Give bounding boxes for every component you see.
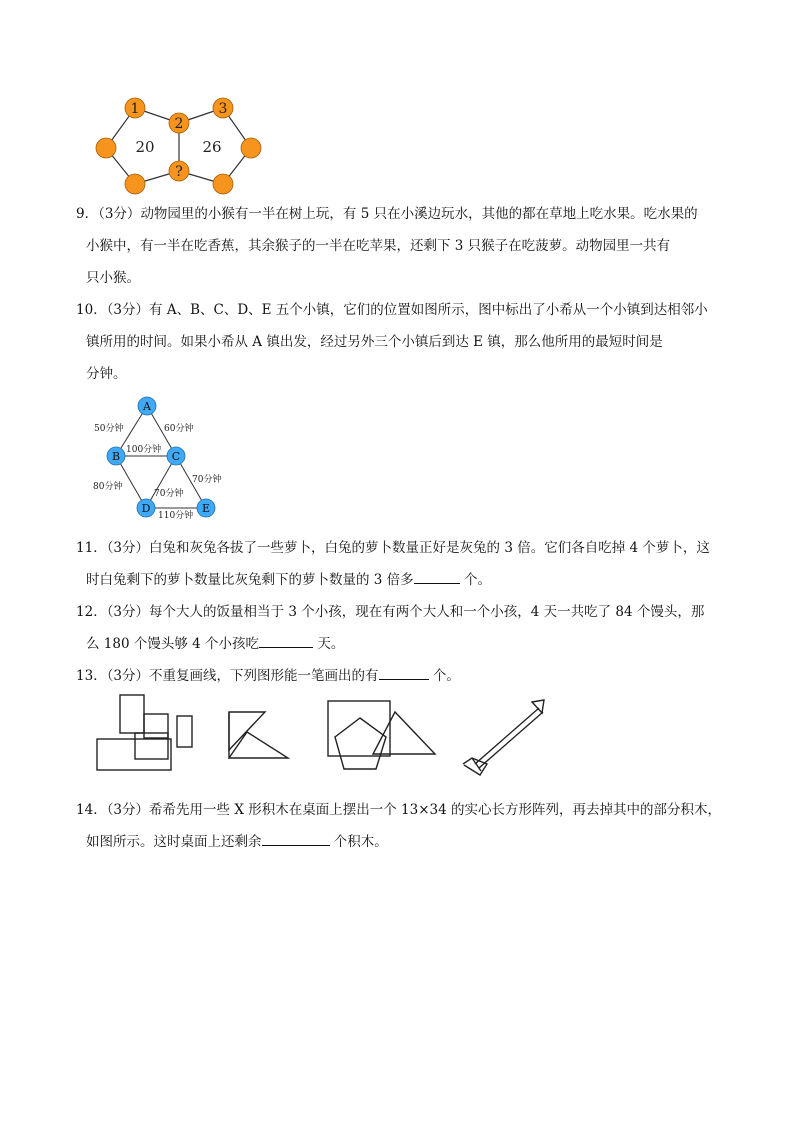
question-text: 希希先用一些 X 形积木在桌面上摆出一个 13×34 的实心长方形阵列，再去掉其中的部分积木， bbox=[149, 802, 721, 818]
question-line: 12．（3分）每个大人的饭量相当于 3 个小孩，现在有两个大人和一个小孩，4 天一共吃了 84 个馒头，那 bbox=[76, 604, 705, 620]
answer-blank[interactable] bbox=[259, 635, 313, 648]
question-line: 9．（3分）动物园里的小猴有一半在树上玩，有 5 只在小溪边玩水，其他的都在草地上吃水果。吃水果的 bbox=[76, 206, 698, 222]
question-points: （3分） bbox=[106, 540, 150, 556]
question-number: 10 bbox=[76, 302, 94, 318]
question-text: 只小猴。 bbox=[86, 270, 140, 286]
edge-time-label: 70分钟 bbox=[192, 475, 222, 485]
question-line bbox=[76, 628, 726, 660]
edge-time-label: 80分钟 bbox=[93, 482, 123, 492]
node-bottom-left bbox=[125, 174, 145, 194]
edge-time-label: 50分钟 bbox=[94, 424, 124, 434]
question-points: （3分） bbox=[106, 802, 150, 818]
question-text: 么 180 个馒头够 4 个小孩吃 bbox=[86, 636, 260, 652]
town-label: E bbox=[201, 502, 211, 515]
one-stroke-figures bbox=[92, 692, 552, 784]
question-11 bbox=[76, 532, 726, 596]
question-number: 12 bbox=[76, 604, 94, 620]
answer-blank[interactable] bbox=[414, 571, 460, 584]
question-line: 14．（3分）希希先用一些 X 形积木在桌面上摆出一个 13×34 的实心长方形阵列，再去掉其中的部分积木， bbox=[76, 802, 721, 818]
question-13 bbox=[76, 660, 726, 692]
edge-time-label: 100分钟 bbox=[126, 445, 162, 455]
town-label: D bbox=[141, 502, 151, 515]
question-line bbox=[76, 262, 726, 294]
town-label: A bbox=[143, 400, 151, 413]
town-label: C bbox=[171, 450, 181, 463]
question-points: （3分） bbox=[98, 206, 141, 222]
question-text: 不重复画线，下列图形能一笔画出的有 bbox=[149, 668, 379, 684]
question-text: 镇所用的时间。如果小希从 A 镇出发，经过另外三个小镇后到达 E 镇，那么他所用的最短时间是 bbox=[86, 334, 663, 350]
figure-arrow bbox=[463, 700, 544, 775]
question-text: 白兔和灰兔各拔了一些萝卜，白兔的萝卜数量正好是灰兔的 3 倍。它们各自吃掉 4 个萝卜，这 bbox=[149, 540, 710, 556]
question-text: 个。 bbox=[463, 572, 491, 588]
question-line bbox=[76, 326, 726, 358]
edge-time-label: 70分钟 bbox=[154, 489, 184, 499]
question-number: 13 bbox=[76, 668, 94, 684]
number-pentagon-svg bbox=[92, 94, 264, 198]
figure-bowtie bbox=[229, 712, 288, 758]
question-text: 如图所示。这时桌面上还剩余 bbox=[86, 834, 262, 850]
edge-time-label: 60分钟 bbox=[164, 424, 194, 434]
figure-rectangles bbox=[97, 695, 192, 770]
town-graph-figure bbox=[90, 394, 230, 524]
question-text: 每个大人的饭量相当于 3 个小孩，现在有两个大人和一个小孩，4 天一共吃了 84 个馒头，那 bbox=[149, 604, 705, 620]
question-text: 天。 bbox=[317, 636, 345, 652]
edge-time-label: 110分钟 bbox=[158, 511, 194, 521]
question-text: 小猴中，有一半在吃香蕉，其余猴子的一半在吃苹果，还剩下 3 只猴子在吃菠萝。动物园里一共有 bbox=[86, 238, 671, 254]
question-text: 个。 bbox=[432, 668, 460, 684]
question-number: 14 bbox=[76, 802, 94, 818]
one-stroke-figures-svg bbox=[92, 692, 552, 784]
question-9 bbox=[76, 198, 726, 294]
node-label: 3 bbox=[218, 101, 228, 117]
question-number: 11 bbox=[76, 540, 94, 556]
question-line: 13．（3分）不重复画线，下列图形能一笔画出的有 个。 bbox=[76, 668, 460, 684]
question-number: 9 bbox=[76, 206, 85, 222]
node-label: ? bbox=[175, 164, 183, 180]
question-10 bbox=[76, 294, 726, 390]
town-label: B bbox=[111, 450, 121, 463]
figure-rect-pentagon-triangle bbox=[328, 701, 435, 769]
node-label: 2 bbox=[174, 116, 184, 132]
node-label: 1 bbox=[130, 101, 140, 117]
question-14 bbox=[76, 794, 726, 858]
question-line: 11．（3分）白兔和灰兔各拔了一些萝卜，白兔的萝卜数量正好是灰兔的 3 倍。它们各自吃掉 4 个萝卜，这 bbox=[76, 540, 710, 556]
answer-blank[interactable] bbox=[262, 833, 330, 846]
node-bottom-right bbox=[213, 174, 233, 194]
number-pentagon-figure bbox=[92, 94, 264, 198]
question-text: 动物园里的小猴有一半在树上玩，有 5 只在小溪边玩水，其他的都在草地上吃水果。吃水果的 bbox=[140, 206, 698, 222]
question-points: （3分） bbox=[106, 302, 150, 318]
question-12 bbox=[76, 596, 726, 660]
question-line bbox=[76, 230, 726, 262]
pentagon-sum-right: 26 bbox=[202, 138, 222, 156]
answer-blank[interactable] bbox=[379, 667, 429, 680]
question-points: （3分） bbox=[106, 604, 150, 620]
question-line: 10．（3分）有 A、B、C、D、E 五个小镇，它们的位置如图所示，图中标出了小希从一个小镇到达相邻小 bbox=[76, 302, 708, 318]
node-left bbox=[96, 138, 116, 158]
town-graph-svg bbox=[90, 394, 230, 524]
question-line bbox=[76, 564, 726, 596]
question-text: 有 A、B、C、D、E 五个小镇，它们的位置如图所示，图中标出了小希从一个小镇到达相邻小 bbox=[149, 302, 708, 318]
pentagon-sum-left: 20 bbox=[135, 138, 155, 156]
node-right bbox=[241, 138, 261, 158]
question-points: （3分） bbox=[106, 668, 150, 684]
question-line bbox=[76, 826, 726, 858]
question-line bbox=[76, 358, 726, 390]
question-text: 分钟。 bbox=[86, 366, 127, 382]
question-text: 时白兔剩下的萝卜数量比灰兔剩下的萝卜数量的 3 倍多 bbox=[86, 572, 414, 588]
question-text: 个积木。 bbox=[333, 834, 388, 850]
